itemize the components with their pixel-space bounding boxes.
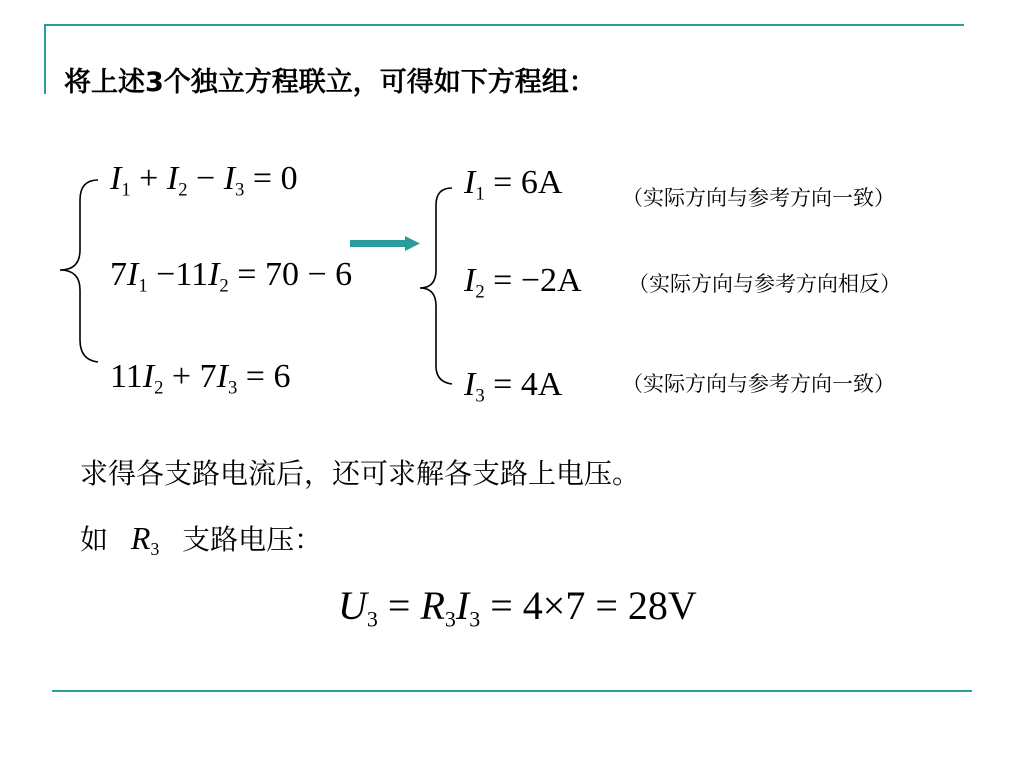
equation-1: I1 + I2 − I3 = 0 bbox=[110, 160, 298, 201]
final-equation: U3 = R3I3 = 4×7 = 28V bbox=[338, 583, 697, 632]
result-2: I2 = −2A bbox=[464, 262, 582, 303]
result-1-note: （实际方向与参考方向一致） bbox=[622, 186, 895, 210]
text-line-3: 如 R3 支路电压： bbox=[80, 520, 323, 560]
result-3: I3 = 4A bbox=[464, 366, 563, 407]
equation-3: 11I2 + 7I3 = 6 bbox=[110, 358, 291, 399]
left-brace bbox=[60, 180, 98, 362]
result-3-note: （实际方向与参考方向一致） bbox=[622, 372, 895, 396]
text-line-2: 求得各支路电流后，还可求解各支路上电压。 bbox=[80, 457, 641, 490]
right-brace bbox=[420, 188, 452, 384]
equation-2: 7I1 −11I2 = 70 − 6 bbox=[110, 256, 353, 297]
implication-arrow bbox=[350, 236, 420, 251]
result-1: I1 = 6A bbox=[464, 164, 563, 205]
header-text: 将上述3个独立方程联立，可得如下方程组： bbox=[64, 67, 596, 98]
result-2-note: （实际方向与参考方向相反） bbox=[628, 272, 901, 296]
